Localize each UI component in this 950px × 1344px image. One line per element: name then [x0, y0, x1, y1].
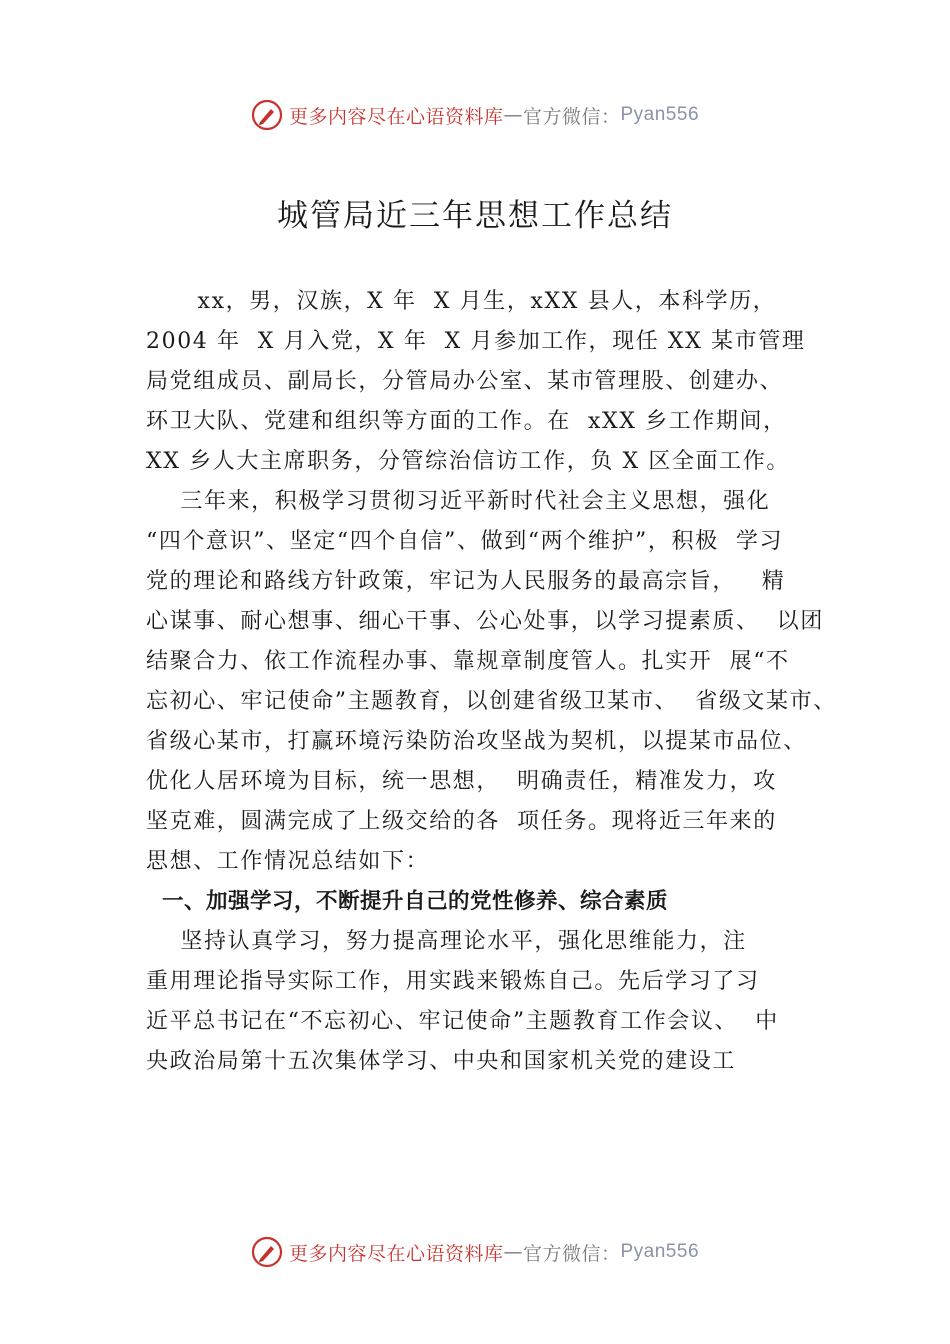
pen-logo-icon: [251, 1236, 283, 1268]
body-line: 心谋事、耐心想事、细心干事、公心处事，以学习提素质、 以团: [146, 609, 824, 634]
document-title: 城管局近三年思想工作总结: [277, 198, 673, 234]
watermark-red-text: 更多内容尽在心语资料库: [288, 1242, 504, 1265]
body-line: 坚克难，圆满完成了上级交给的各 项任务。现将近三年来的: [146, 809, 777, 834]
body-line: 三年来，积极学习贯彻习近平新时代社会主义思想，强化: [146, 489, 771, 514]
body-line: 环卫大队、党建和组织等方面的工作。在 xXX 乡工作期间，: [146, 409, 787, 434]
watermark-dash: —: [503, 1241, 523, 1263]
watermark-gray-text: 官方微信：: [522, 105, 621, 128]
body-line: 思想、工作情况总结如下：: [146, 849, 430, 874]
body-line: 党的理论和路线方针政策，牢记为人民服务的最高宗旨， 精: [146, 569, 786, 594]
watermark-id-text: Pyan556: [620, 1241, 700, 1262]
watermark-id-text: Pyan556: [620, 104, 700, 125]
body-line: xx，男，汉族，X 年 X 月生，xXX 县人，本科学历，: [146, 289, 777, 314]
body-line: 优化人居环境为目标，统一思想， 明确责任，精准发力，攻: [146, 769, 777, 794]
body-line: 坚持认真学习，努力提高理论水平，强化思维能力，注: [146, 929, 747, 954]
body-line: 局党组成员、副局长，分管局办公室、某市管理股、创建办、: [146, 369, 784, 394]
body-line: 结聚合力、依工作流程办事、靠规章制度管人。扎实开 展“不: [146, 649, 790, 674]
body-line: 近平总书记在“不忘初心、牢记使命”主题教育工作会议、 中: [146, 1009, 779, 1034]
body-line: 重用理论指导实际工作，用实践来锻炼自己。先后学习了习: [146, 969, 760, 994]
watermark-red-text: 更多内容尽在心语资料库: [288, 105, 504, 128]
watermark-banner-top: [0, 95, 950, 135]
body-line: 省级心某市，打赢环境污染防治攻坚战为契机，以提某市品位、: [146, 729, 807, 754]
watermark-dash: —: [503, 104, 523, 126]
body-line: XX 乡人大主席职务，分管综治信访工作，负 X 区全面工作。: [146, 449, 790, 474]
body-line: “四个意识”、坚定“四个自信”、做到“两个维护”，积极 学习: [146, 529, 784, 554]
body-line: 忘初心、牢记使命”主题教育，以创建省级卫某市、 省级文某市、: [146, 689, 837, 714]
section-heading: 一、加强学习，不断提升自己的党性修养、综合素质: [146, 889, 668, 914]
pen-logo-icon: [251, 99, 283, 131]
body-line: 2004 年 X 月入党，X 年 X 月参加工作，现任 XX 某市管理: [146, 329, 806, 354]
document-body: [146, 282, 846, 1082]
watermark-banner-bottom: [0, 1232, 950, 1272]
body-line: 央政治局第十五次集体学习、中央和国家机关党的建设工: [146, 1049, 737, 1074]
watermark-gray-text: 官方微信：: [522, 1242, 621, 1265]
